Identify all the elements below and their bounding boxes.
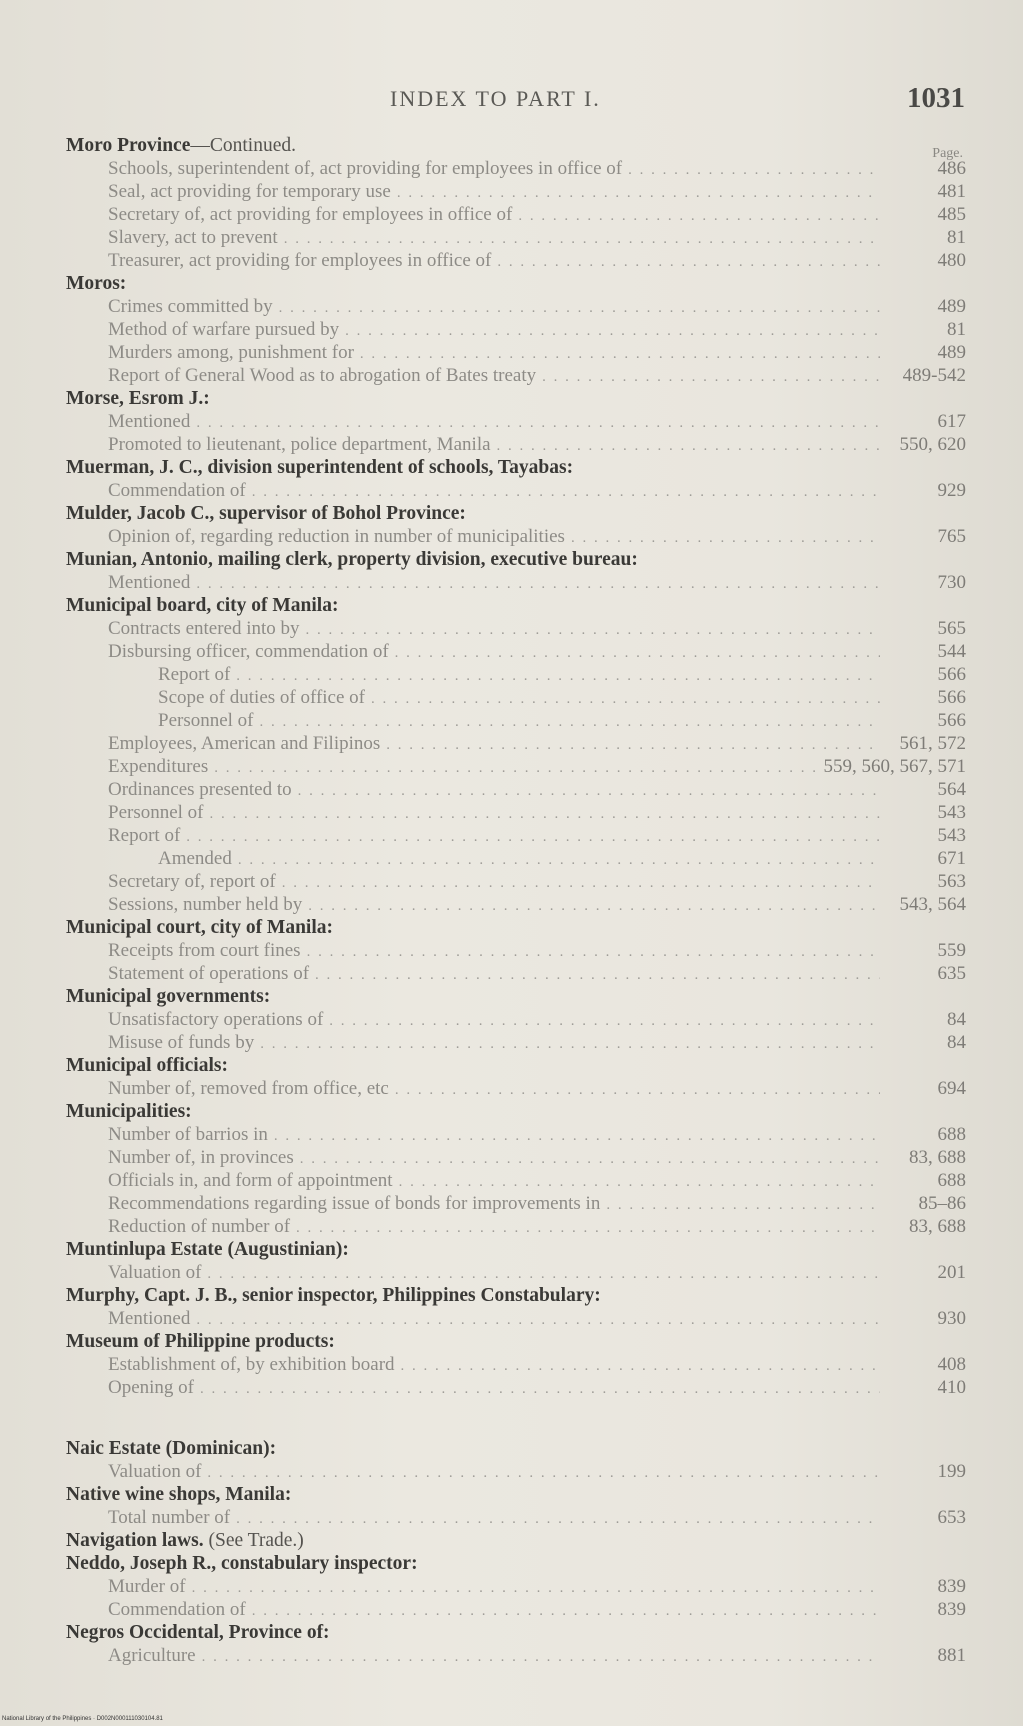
index-entry <box>66 479 966 502</box>
entry-text: Valuation of <box>108 1262 202 1283</box>
heading-continued: (See Trade.) <box>203 1530 304 1551</box>
entry-page-ref: 410 <box>937 1377 966 1398</box>
heading-text: Naic Estate (Dominican): <box>66 1438 277 1459</box>
index-entry <box>66 571 966 594</box>
heading-text: Museum of Philippine products: <box>66 1331 335 1352</box>
index-entry <box>66 295 966 318</box>
entry-page-ref: 489-542 <box>902 365 966 386</box>
heading-text: Neddo, Joseph R., constabulary inspector: <box>66 1553 418 1574</box>
entry-page-ref: 544 <box>937 641 966 662</box>
heading-text: Negros Occidental, Province of: <box>66 1622 330 1643</box>
heading-text: Muerman, J. C., division superintendent of schools, Tayabas: <box>66 457 574 478</box>
index-entry <box>66 1031 966 1054</box>
leader-dots <box>628 159 880 182</box>
index-entry <box>66 1261 966 1284</box>
index-heading <box>66 594 966 617</box>
index-entry <box>66 226 966 249</box>
index-entry <box>66 778 966 801</box>
leader-dots <box>252 1600 880 1623</box>
index-heading <box>66 1238 966 1261</box>
index-entry <box>66 525 966 548</box>
leader-dots <box>186 826 880 849</box>
index-entry <box>66 433 966 456</box>
index-entry <box>66 824 966 847</box>
entry-text: Mentioned <box>108 411 191 432</box>
index-entry <box>66 1460 966 1483</box>
leader-dots <box>386 734 880 757</box>
leader-dots <box>518 205 880 228</box>
entry-page-ref: 881 <box>937 1645 966 1666</box>
index-entry <box>66 1506 966 1529</box>
entry-text: Number of, in provinces <box>108 1147 294 1168</box>
index-entry <box>66 686 966 709</box>
index-entry <box>66 801 966 824</box>
index-entry <box>66 203 966 226</box>
entry-text: Personnel of <box>158 710 254 731</box>
leader-dots <box>345 320 880 343</box>
heading-text: Municipal governments: <box>66 986 271 1007</box>
entry-text: Secretary of, report of <box>108 871 276 892</box>
leader-dots <box>401 1355 880 1378</box>
index-entry <box>66 640 966 663</box>
index-heading <box>66 1330 966 1353</box>
index-entry <box>66 410 966 433</box>
entry-text: Promoted to lieutenant, police department, Manila <box>108 434 491 455</box>
leader-dots <box>397 182 880 205</box>
leader-dots <box>395 642 880 665</box>
heading-text: Native wine shops, Manila: <box>66 1484 292 1505</box>
entry-text: Expenditures <box>108 756 209 777</box>
section-gap <box>66 1399 966 1437</box>
leader-dots <box>571 527 880 550</box>
entry-page-ref: 563 <box>937 871 966 892</box>
leader-dots <box>296 1217 880 1240</box>
index-heading <box>66 1621 966 1644</box>
entry-text: Crimes committed by <box>108 296 273 317</box>
page-header <box>60 82 965 122</box>
entry-page-ref: 565 <box>937 618 966 639</box>
entry-page-ref: 765 <box>937 526 966 547</box>
entry-page-ref: 81 <box>947 319 966 340</box>
index-heading <box>66 1100 966 1123</box>
entry-text: Amended <box>158 848 232 869</box>
entry-page-ref: 694 <box>937 1078 966 1099</box>
entry-text: Reduction of number of <box>108 1216 291 1237</box>
entry-text: Personnel of <box>108 802 204 823</box>
heading-text: Muntinlupa Estate (Augustinian): <box>66 1239 349 1260</box>
entry-page-ref: 688 <box>937 1124 966 1145</box>
leader-dots <box>307 941 880 964</box>
leader-dots <box>329 1010 880 1033</box>
index-heading <box>66 1284 966 1307</box>
entry-text: Mentioned <box>108 572 191 593</box>
index-entry <box>66 847 966 870</box>
entry-text: Agriculture <box>108 1645 196 1666</box>
entry-page-ref: 84 <box>947 1032 966 1053</box>
entry-page-ref: 485 <box>937 204 966 225</box>
entry-text: Number of barrios in <box>108 1124 268 1145</box>
leader-dots <box>371 688 880 711</box>
entry-text: Method of warfare pursued by <box>108 319 340 340</box>
index-entry <box>66 755 966 778</box>
entry-text: Schools, superintendent of, act providing for employees in office of <box>108 158 623 179</box>
index-entry <box>66 962 966 985</box>
leader-dots <box>284 228 880 251</box>
entry-page-ref: 84 <box>947 1009 966 1030</box>
heading-text: Municipal officials: <box>66 1055 228 1076</box>
heading-text: Moros: <box>66 273 127 294</box>
leader-dots <box>202 1646 880 1669</box>
entry-text: Seal, act providing for temporary use <box>108 181 391 202</box>
entry-text: Recommendations regarding issue of bonds for improvements in <box>108 1193 601 1214</box>
entry-text: Employees, American and Filipinos <box>108 733 381 754</box>
index-entry <box>66 1575 966 1598</box>
entry-text: Slavery, act to prevent <box>108 227 278 248</box>
entry-page-ref: 839 <box>937 1599 966 1620</box>
leader-dots <box>210 803 880 826</box>
leader-dots <box>207 1263 880 1286</box>
leader-dots <box>236 1508 880 1531</box>
index-heading <box>66 134 966 157</box>
index-entry <box>66 364 966 387</box>
entry-text: Establishment of, by exhibition board <box>108 1354 395 1375</box>
entry-page-ref: 839 <box>937 1576 966 1597</box>
leader-dots <box>542 366 880 389</box>
entry-text: Murders among, punishment for <box>108 342 354 363</box>
leader-dots <box>279 297 880 320</box>
entry-page-ref: 559, 560, 567, 571 <box>823 756 966 777</box>
entry-text: Report of <box>108 825 181 846</box>
index-entry <box>66 318 966 341</box>
entry-page-ref: 671 <box>937 848 966 869</box>
entry-page-ref: 564 <box>937 779 966 800</box>
index-entry <box>66 249 966 272</box>
leader-dots <box>214 757 817 780</box>
entry-text: Receipts from court fines <box>108 940 301 961</box>
entry-page-ref: 480 <box>937 250 966 271</box>
entry-page-ref: 561, 572 <box>899 733 966 754</box>
index-entry <box>66 1192 966 1215</box>
entry-text: Commendation of <box>108 480 246 501</box>
entry-page-ref: 566 <box>937 664 966 685</box>
index-heading <box>66 1054 966 1077</box>
entry-page-ref: 930 <box>937 1308 966 1329</box>
entry-page-ref: 635 <box>937 963 966 984</box>
entry-page-ref: 543 <box>937 825 966 846</box>
index-entry <box>66 1146 966 1169</box>
index-heading <box>66 1437 966 1460</box>
heading-text: Mulder, Jacob C., supervisor of Bohol Province: <box>66 503 466 524</box>
heading-text: Munian, Antonio, mailing clerk, property division, executive bureau: <box>66 549 638 570</box>
entry-text: Contracts entered into by <box>108 618 300 639</box>
heading-text: Municipal court, city of Manila: <box>66 917 334 938</box>
entry-page-ref: 199 <box>937 1461 966 1482</box>
leader-dots <box>399 1171 880 1194</box>
index-entry <box>66 939 966 962</box>
leader-dots <box>196 573 880 596</box>
index-heading <box>66 1483 966 1506</box>
entry-text: Total number of <box>108 1507 231 1528</box>
entry-text: Number of, removed from office, etc <box>108 1078 389 1099</box>
leader-dots <box>196 1309 880 1332</box>
index-heading <box>66 1529 966 1552</box>
leader-dots <box>606 1194 880 1217</box>
leader-dots <box>260 1033 880 1056</box>
entry-page-ref: 481 <box>937 181 966 202</box>
running-title: INDEX TO PART I. <box>390 86 601 111</box>
leader-dots <box>298 780 880 803</box>
page-number: 1031 <box>907 82 965 114</box>
entry-page-ref: 486 <box>937 158 966 179</box>
heading-text: Morse, Esrom J.: <box>66 388 210 409</box>
index-heading <box>66 548 966 571</box>
entry-page-ref: 617 <box>937 411 966 432</box>
index-heading <box>66 985 966 1008</box>
index-entry <box>66 870 966 893</box>
entry-text: Unsatisfactory operations of <box>108 1009 324 1030</box>
heading-text: Moro Province <box>66 135 191 156</box>
index-heading <box>66 456 966 479</box>
index-entry <box>66 663 966 686</box>
index-entry <box>66 1376 966 1399</box>
leader-dots <box>360 343 880 366</box>
leader-dots <box>306 619 880 642</box>
heading-continued: —Continued. <box>190 135 296 156</box>
leader-dots <box>238 849 880 872</box>
entry-text: Report of <box>158 664 231 685</box>
leader-dots <box>497 435 880 458</box>
leader-dots <box>300 1148 880 1171</box>
entry-text: Opinion of, regarding reduction in number of municipalities <box>108 526 565 547</box>
entry-text: Misuse of funds by <box>108 1032 255 1053</box>
heading-text: Municipal board, city of Manila: <box>66 595 339 616</box>
heading-text: Murphy, Capt. J. B., senior inspector, Philippines Constabulary: <box>66 1285 601 1306</box>
index-entry <box>66 709 966 732</box>
leader-dots <box>497 251 880 274</box>
leader-dots <box>260 711 880 734</box>
entry-text: Scope of duties of office of <box>158 687 366 708</box>
index-heading <box>66 916 966 939</box>
index-entry <box>66 157 966 180</box>
index-heading <box>66 502 966 525</box>
index-entry <box>66 1353 966 1376</box>
index-entry <box>66 1123 966 1146</box>
entry-page-ref: 550, 620 <box>899 434 966 455</box>
index-entry <box>66 1644 966 1667</box>
entry-page-ref: 408 <box>937 1354 966 1375</box>
entry-text: Murder of <box>108 1576 186 1597</box>
entry-page-ref: 929 <box>937 480 966 501</box>
leader-dots <box>196 412 880 435</box>
entry-text: Secretary of, act providing for employees in office of <box>108 204 513 225</box>
entry-page-ref: 489 <box>937 342 966 363</box>
entry-page-ref: 730 <box>937 572 966 593</box>
entry-page-ref: 85–86 <box>918 1193 966 1214</box>
index-entry <box>66 341 966 364</box>
index-list <box>66 134 966 1667</box>
entry-page-ref: 566 <box>937 710 966 731</box>
entry-text: Statement of operations of <box>108 963 310 984</box>
index-entry <box>66 1598 966 1621</box>
entry-page-ref: 543, 564 <box>899 894 966 915</box>
entry-text: Treasurer, act providing for employees in office of <box>108 250 492 271</box>
index-entry <box>66 1077 966 1100</box>
entry-text: Commendation of <box>108 1599 246 1620</box>
entry-page-ref: 543 <box>937 802 966 823</box>
index-entry <box>66 732 966 755</box>
heading-text: Municipalities: <box>66 1101 192 1122</box>
leader-dots <box>236 665 880 688</box>
entry-text: Valuation of <box>108 1461 202 1482</box>
entry-page-ref: 83, 688 <box>909 1147 966 1168</box>
entry-page-ref: 83, 688 <box>909 1216 966 1237</box>
entry-text: Report of General Wood as to abrogation of Bates treaty <box>108 365 537 386</box>
entry-text: Opening of <box>108 1377 195 1398</box>
index-heading <box>66 272 966 295</box>
entry-page-ref: 688 <box>937 1170 966 1191</box>
leader-dots <box>200 1378 880 1401</box>
entry-text: Sessions, number held by <box>108 894 303 915</box>
entry-text: Officials in, and form of appointment <box>108 1170 393 1191</box>
index-entry <box>66 617 966 640</box>
leader-dots <box>308 895 880 918</box>
entry-text: Disbursing officer, commendation of <box>108 641 389 662</box>
entry-page-ref: 566 <box>937 687 966 708</box>
leader-dots <box>282 872 880 895</box>
page-column-label: Page. <box>932 146 963 161</box>
entry-page-ref: 201 <box>937 1262 966 1283</box>
entry-page-ref: 559 <box>937 940 966 961</box>
entry-page-ref: 81 <box>947 227 966 248</box>
scan-credit: National Library of the Philippines · D002N000111030104.81 <box>2 1716 163 1722</box>
leader-dots <box>274 1125 880 1148</box>
entry-page-ref: 489 <box>937 296 966 317</box>
index-entry <box>66 1008 966 1031</box>
index-heading <box>66 1552 966 1575</box>
leader-dots <box>315 964 880 987</box>
leader-dots <box>192 1577 880 1600</box>
index-entry <box>66 180 966 203</box>
leader-dots <box>252 481 880 504</box>
index-entry <box>66 893 966 916</box>
index-entry <box>66 1215 966 1238</box>
entry-text: Ordinances presented to <box>108 779 292 800</box>
leader-dots <box>207 1462 880 1485</box>
heading-text: Navigation laws. <box>66 1530 204 1551</box>
entry-page-ref: 653 <box>937 1507 966 1528</box>
index-entry <box>66 1307 966 1330</box>
leader-dots <box>395 1079 880 1102</box>
index-entry <box>66 1169 966 1192</box>
entry-text: Mentioned <box>108 1308 191 1329</box>
index-heading <box>66 387 966 410</box>
